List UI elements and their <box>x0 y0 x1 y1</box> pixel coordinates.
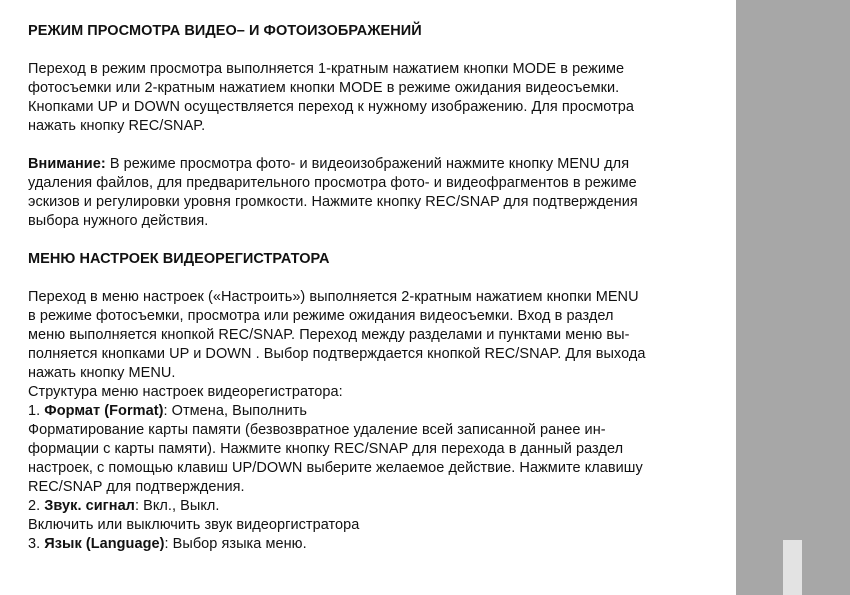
settings-item-format <box>28 402 728 497</box>
text-line: в режиме фотосъемки, просмотра или режиме ожидания видеосъемки. Вход в раздел <box>28 308 614 324</box>
item-number: 2. <box>28 498 45 514</box>
text-line: фотосъемки или 2-кратным нажатием кнопки MODE в режиме ожидания видеосъемки. <box>28 80 620 96</box>
settings-paragraph <box>28 288 728 402</box>
text-line <box>28 402 728 421</box>
text-line: REC/SNAP для подтверждения. <box>28 479 245 495</box>
text-line <box>28 535 728 554</box>
text-line: удаления файлов, для предварительного просмотра фото- и видеофрагментов в режиме <box>28 175 637 191</box>
section-heading-playback: РЕЖИМ ПРОСМОТРА ВИДЕО– И ФОТОИЗОБРАЖЕНИЙ <box>28 23 422 39</box>
text-line: Переход в меню настроек («Настроить») выполняется 2-кратным нажатием кнопки MENU <box>28 289 639 305</box>
text-line: Форматирование карты памяти (безвозвратное удаление всей записанной ранее ин- <box>28 422 606 438</box>
text-line: нажать кнопку MENU. <box>28 365 176 381</box>
text-line: полняется кнопками UP и DOWN . Выбор подтверждается кнопкой REC/SNAP. Для выхода <box>28 346 646 362</box>
item-label: Звук. сигнал <box>44 498 135 514</box>
page-tab-marker <box>783 540 802 595</box>
section-heading-settings: МЕНЮ НАСТРОЕК ВИДЕОРЕГИСТРАТОРА <box>28 251 330 267</box>
text-line: настроек, с помощью клавиш UP/DOWN выберите желаемое действие. Нажмите клавишу <box>28 460 643 476</box>
text-line <box>28 155 728 174</box>
page-side-bar <box>736 0 850 595</box>
settings-item-language <box>28 535 728 554</box>
item-value: : Выбор языка меню. <box>164 536 307 552</box>
text-line: меню выполняется кнопкой REC/SNAP. Переход между разделами и пунктами меню вы- <box>28 327 630 343</box>
text-line: Включить или выключить звук видеоргистратора <box>28 517 360 533</box>
text-line: Структура меню настроек видеорегистратора: <box>28 384 343 400</box>
item-number: 3. <box>28 536 45 552</box>
text-line: формации с карты памяти). Нажмите кнопку REC/SNAP для перехода в данный раздел <box>28 441 624 457</box>
text-line: Кнопками UP и DOWN осуществляется переход к нужному изображению. Для просмотра <box>28 99 635 115</box>
text-line <box>28 497 728 516</box>
item-label: Язык (Language) <box>44 536 165 552</box>
item-label: Формат (Format) <box>44 403 164 419</box>
item-value: : Отмена, Выполнить <box>163 403 308 419</box>
text-line: выбора нужного действия. <box>28 213 209 229</box>
item-value: : Вкл., Выкл. <box>134 498 220 514</box>
page-content <box>28 22 728 554</box>
attention-label: Внимание: <box>28 156 106 172</box>
settings-item-sound <box>28 497 728 535</box>
text-line: Переход в режим просмотра выполняется 1-кратным нажатием кнопки MODE в режиме <box>28 61 625 77</box>
playback-paragraph <box>28 60 728 136</box>
item-number: 1. <box>28 403 45 419</box>
text-line: эскизов и регулировки уровня громкости. Нажмите кнопку REC/SNAP для подтверждения <box>28 194 638 210</box>
attention-paragraph <box>28 155 728 231</box>
attention-text: В режиме просмотра фото- и видеоизображений нажмите кнопку MENU для <box>105 156 630 172</box>
text-line: нажать кнопку REC/SNAP. <box>28 118 206 134</box>
